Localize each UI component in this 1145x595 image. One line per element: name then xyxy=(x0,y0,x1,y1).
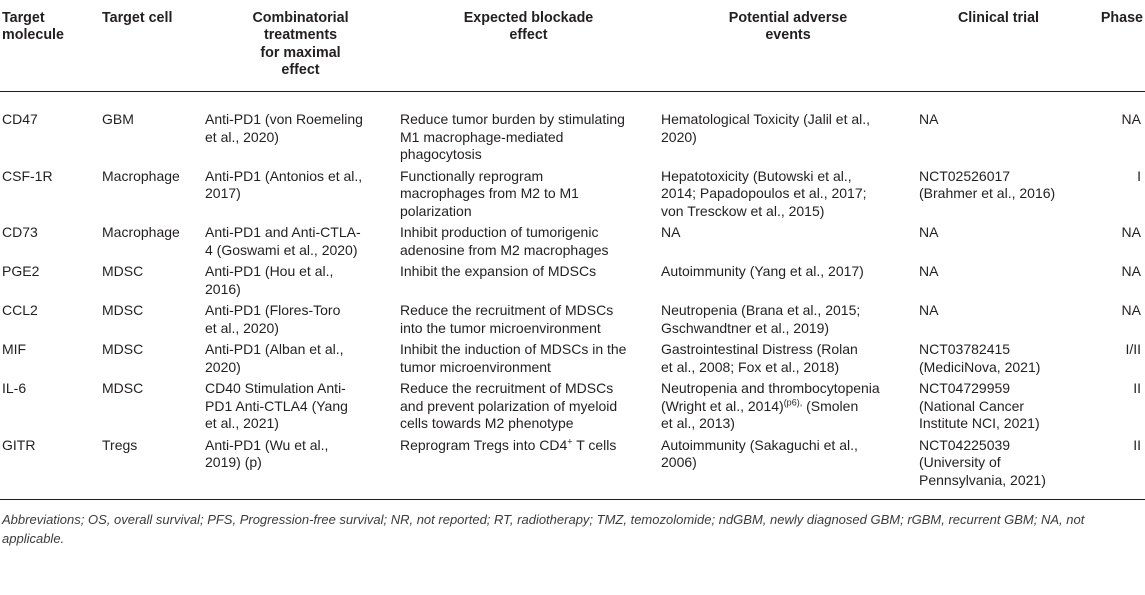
cell-text: NA xyxy=(1121,224,1141,241)
cell-text: Anti-PD1 (Flores-Toro xyxy=(205,302,341,319)
cell-text: NA xyxy=(1121,111,1141,128)
header-clinical-trial xyxy=(917,0,1080,92)
cell-text: Anti-PD1 (Antonios et al., xyxy=(205,167,363,184)
table-row xyxy=(0,168,1145,225)
table-footnote: Abbreviations; OS, overall survival; PFS, Progression-free survival; NR, not reported; RT, radiotherapy; TMZ, temozolomide; ndGBM, newly diagnosed GBM; rGBM, recurrent GBM; NA, not applicable. xyxy=(2,512,1085,547)
cell-text: I/II xyxy=(1125,341,1141,358)
cell-text: CD73 xyxy=(2,224,38,241)
cell-text: 2014; Papadopoulos et al., 2017; xyxy=(661,185,867,202)
header-target-molecule xyxy=(0,0,100,92)
cell-target-molecule xyxy=(0,341,100,380)
cell-text: polarization xyxy=(400,202,472,219)
cell-adverse-events xyxy=(659,380,917,437)
cell-text: and prevent polarization of myeloid xyxy=(400,397,618,414)
cell-clinical-trial xyxy=(917,168,1080,225)
cell-combinatorial-treatment xyxy=(203,263,398,302)
cell-clinical-trial xyxy=(917,380,1080,437)
cell-target-molecule xyxy=(0,302,100,341)
cell-adverse-events xyxy=(659,92,917,168)
cell-target-molecule xyxy=(0,263,100,302)
cell-text: von Tresckow et al., 2015) xyxy=(661,202,825,219)
header-text: Phase xyxy=(1100,10,1143,26)
table-row xyxy=(0,437,1145,500)
cell-target-cell xyxy=(100,168,203,225)
table-row xyxy=(0,224,1145,263)
cell-phase xyxy=(1080,263,1145,302)
cell-text: NCT04225039 xyxy=(919,436,1011,453)
table-row xyxy=(0,263,1145,302)
cell-text: (Brahmer et al., 2016) xyxy=(919,185,1056,202)
cell-text: Anti-PD1 (von Roemeling xyxy=(205,111,363,128)
cell-expected-effect xyxy=(398,168,659,225)
table-header xyxy=(0,0,1145,92)
cell-text: II xyxy=(1133,380,1141,397)
cell-expected-effect xyxy=(398,224,659,263)
cell-text: GBM xyxy=(102,111,134,128)
header-expected-blockade-effect xyxy=(398,0,659,92)
cell-adverse-events xyxy=(659,224,917,263)
cell-combinatorial-treatment xyxy=(203,92,398,168)
cell-text: 2006) xyxy=(661,454,697,471)
cell-text: into the tumor microenvironment xyxy=(400,319,601,336)
cell-text: Autoimmunity (Yang et al., 2017) xyxy=(661,263,864,280)
header-text: molecule xyxy=(2,27,64,44)
cell-text: Functionally reprogram xyxy=(400,167,544,184)
cell-clinical-trial xyxy=(917,437,1080,500)
cell-text: MDSC xyxy=(102,380,144,397)
header-text: effect xyxy=(509,27,548,44)
cell-phase xyxy=(1080,302,1145,341)
header-text: events xyxy=(765,27,811,44)
cell-text: Inhibit production of tumorigenic xyxy=(400,224,599,241)
cell-text: NA xyxy=(1121,263,1141,280)
cell-text: 4 (Goswami et al., 2020) xyxy=(205,241,358,258)
cell-text: (MediciNova, 2021) xyxy=(919,358,1041,375)
cell-target-cell xyxy=(100,380,203,437)
cell-text: MDSC xyxy=(102,302,144,319)
cell-target-cell xyxy=(100,263,203,302)
cell-text: (Wright et al., 2014) xyxy=(661,397,784,414)
cell-text: Inhibit the expansion of MDSCs xyxy=(400,263,597,280)
table-row xyxy=(0,92,1145,168)
cell-text: (University of xyxy=(919,454,1001,471)
cell-text: 2016) xyxy=(205,280,241,297)
cell-text: CD47 xyxy=(2,111,38,128)
cell-clinical-trial xyxy=(917,263,1080,302)
cell-phase xyxy=(1080,92,1145,168)
header-text: Combinatorial xyxy=(252,10,349,26)
cell-text: Anti-PD1 and Anti-CTLA- xyxy=(205,224,361,241)
cell-text: 2019) (p) xyxy=(205,454,262,471)
table-row xyxy=(0,341,1145,380)
cell-text: NA xyxy=(919,111,939,128)
cell-text: Anti-PD1 (Wu et al., xyxy=(205,436,329,453)
cell-adverse-events xyxy=(659,302,917,341)
cell-text: Macrophage xyxy=(102,167,180,184)
cell-phase xyxy=(1080,224,1145,263)
header-text: treatments xyxy=(263,27,338,44)
cell-text: IL-6 xyxy=(2,380,27,397)
cell-text: Reprogram Tregs into CD4 xyxy=(400,436,568,453)
header-text: Potential adverse xyxy=(728,10,848,26)
cell-clinical-trial xyxy=(917,224,1080,263)
cell-target-molecule xyxy=(0,380,100,437)
table-body xyxy=(0,92,1145,500)
cell-combinatorial-treatment xyxy=(203,341,398,380)
cell-text: CD40 Stimulation Anti- xyxy=(205,380,346,397)
header-potential-adverse-events xyxy=(659,0,917,92)
cell-expected-effect xyxy=(398,263,659,302)
table-row xyxy=(0,302,1145,341)
cell-text: et al., 2008; Fox et al., 2018) xyxy=(661,358,840,375)
cell-expected-effect xyxy=(398,341,659,380)
cell-target-molecule xyxy=(0,224,100,263)
cell-text: Institute NCI, 2021) xyxy=(919,415,1040,432)
cell-clinical-trial xyxy=(917,302,1080,341)
cell-text: PD1 Anti-CTLA4 (Yang xyxy=(205,397,348,414)
cell-text: NA xyxy=(919,302,939,319)
cell-text: et al., 2013) xyxy=(661,415,735,432)
cell-text: 2020) xyxy=(661,128,697,145)
cell-target-cell xyxy=(100,224,203,263)
cell-phase xyxy=(1080,341,1145,380)
cell-text: et al., 2021) xyxy=(205,415,279,432)
cell-text: Inhibit the induction of MDSCs in the xyxy=(400,341,627,358)
cell-text: Tregs xyxy=(102,436,138,453)
cell-text: M1 macrophage-mediated xyxy=(400,128,564,145)
cell-text: Anti-PD1 (Hou et al., xyxy=(205,263,334,280)
cell-adverse-events xyxy=(659,341,917,380)
header-text: Clinical trial xyxy=(957,10,1040,26)
cell-text: NA xyxy=(919,263,939,280)
header-combinatorial-treatments xyxy=(203,0,398,92)
cell-expected-effect xyxy=(398,302,659,341)
cell-target-molecule xyxy=(0,92,100,168)
header-text: Target xyxy=(2,10,45,26)
cell-text: CSF-1R xyxy=(2,167,53,184)
cell-target-cell xyxy=(100,341,203,380)
cell-target-molecule xyxy=(0,168,100,225)
cell-target-cell xyxy=(100,302,203,341)
cell-text: Gastrointestinal Distress (Rolan xyxy=(661,341,858,358)
cell-text: 2020) xyxy=(205,358,241,375)
cell-text: adenosine from M2 macrophages xyxy=(400,241,609,258)
cell-text: Reduce tumor burden by stimulating xyxy=(400,111,625,128)
cell-combinatorial-treatment xyxy=(203,380,398,437)
superscript: (p6), xyxy=(783,397,803,408)
cell-phase xyxy=(1080,168,1145,225)
cell-text: et al., 2020) xyxy=(205,319,279,336)
header-text: Target cell xyxy=(102,10,173,26)
cell-adverse-events xyxy=(659,168,917,225)
cell-text: Hematological Toxicity (Jalil et al., xyxy=(661,111,871,128)
cell-text: Hepatotoxicity (Butowski et al., xyxy=(661,167,852,184)
cell-combinatorial-treatment xyxy=(203,302,398,341)
cell-text: T cells xyxy=(572,436,617,453)
cell-text: NA xyxy=(661,224,681,241)
cell-text: NA xyxy=(1121,302,1141,319)
header-phase xyxy=(1080,0,1145,92)
cell-text: macrophages from M2 to M1 xyxy=(400,185,579,202)
cell-text: Macrophage xyxy=(102,224,180,241)
cell-text: 2017) xyxy=(205,185,241,202)
cell-text: Reduce the recruitment of MDSCs xyxy=(400,380,614,397)
cell-text: GITR xyxy=(2,436,36,453)
cell-adverse-events xyxy=(659,263,917,302)
cell-adverse-events xyxy=(659,437,917,500)
cell-text: phagocytosis xyxy=(400,146,482,163)
header-row xyxy=(0,0,1145,92)
cell-text: Anti-PD1 (Alban et al., xyxy=(205,341,344,358)
cell-target-cell xyxy=(100,437,203,500)
cell-combinatorial-treatment xyxy=(203,224,398,263)
cell-text: (Smolen xyxy=(802,397,859,414)
cell-combinatorial-treatment xyxy=(203,437,398,500)
cell-phase xyxy=(1080,380,1145,437)
cell-text: II xyxy=(1133,436,1141,453)
cell-text: CCL2 xyxy=(2,302,38,319)
cell-target-molecule xyxy=(0,437,100,500)
cell-text: NCT03782415 xyxy=(919,341,1011,358)
cell-text: Neutropenia (Brana et al., 2015; xyxy=(661,302,861,319)
header-text: for maximal xyxy=(260,44,341,61)
cell-text: Autoimmunity (Sakaguchi et al., xyxy=(661,436,858,453)
table-row xyxy=(0,380,1145,437)
cell-phase xyxy=(1080,437,1145,500)
cell-text: Pennsylvania, 2021) xyxy=(919,471,1046,488)
cell-expected-effect xyxy=(398,437,659,500)
cell-text: cells towards M2 phenotype xyxy=(400,415,574,432)
cell-text: (National Cancer xyxy=(919,397,1025,414)
cell-text: PGE2 xyxy=(2,263,40,280)
cell-combinatorial-treatment xyxy=(203,168,398,225)
cell-expected-effect xyxy=(398,92,659,168)
cell-expected-effect xyxy=(398,380,659,437)
header-target-cell xyxy=(100,0,203,92)
cell-text: NCT02526017 xyxy=(919,167,1011,184)
header-text: effect xyxy=(281,61,320,78)
header-text: Expected blockade xyxy=(463,10,594,26)
cell-text: NCT04729959 xyxy=(919,380,1011,397)
cell-text: NA xyxy=(919,224,939,241)
cell-text: I xyxy=(1137,167,1141,184)
cell-text: MIF xyxy=(2,341,27,358)
cell-text: tumor microenvironment xyxy=(400,358,551,375)
cell-text: et al., 2020) xyxy=(205,128,279,145)
cell-text: Neutropenia and thrombocytopenia xyxy=(661,380,880,397)
cell-text: Gschwandtner et al., 2019) xyxy=(661,319,830,336)
cell-text: MDSC xyxy=(102,263,144,280)
cell-clinical-trial xyxy=(917,341,1080,380)
cell-clinical-trial xyxy=(917,92,1080,168)
superscript: + xyxy=(567,436,573,447)
cell-text: Reduce the recruitment of MDSCs xyxy=(400,302,614,319)
cell-text: MDSC xyxy=(102,341,144,358)
cell-target-cell xyxy=(100,92,203,168)
